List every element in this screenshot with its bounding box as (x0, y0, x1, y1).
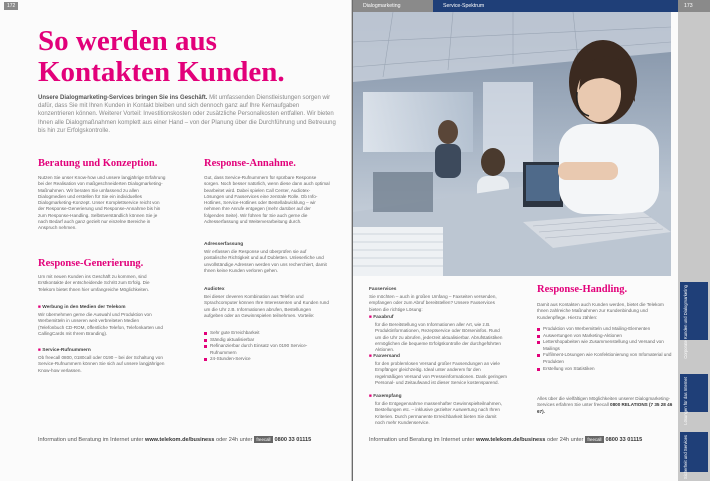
sidebar-item-sicherheit[interactable] (680, 432, 708, 479)
text-faxversand: für den problemlosen Versand großer Faxsendungen an viele Empfänger gleichzeitig. Ideal unter anderem für den regelmäßigen Versand von Presseinformationen. Dank geringem Personal- und Zeitaufwand ist dieser Service kostensparend. (375, 361, 508, 385)
left-page (0, 0, 352, 481)
sub-faxempfang-label: Faxempfang (373, 394, 402, 399)
section-tabs (353, 0, 710, 12)
sidebar-item-label: Corporate Kunden und Dialogmarketing (683, 285, 688, 359)
sub-faxempfang: ■ Faxempfang (369, 394, 402, 399)
freecall-badge: freecall (256, 437, 271, 442)
sub-werbung-label: Werbung in den Medien der Telekom (42, 305, 126, 310)
sidebar-item-internet[interactable] (680, 374, 708, 425)
list-item: Erstellung von Statistiken (537, 366, 673, 373)
sub-adresserfassung: Adresserfassung (204, 242, 244, 247)
outro-text: Alles über die vielfältigen Möglichkeiten unserer Dialogmarketing-Services erfahren Sie unter freecall (537, 396, 671, 408)
sub-faxabruf: ■ Faxabruf (369, 315, 394, 320)
footer (38, 436, 311, 443)
footer-text: Information und Beratung im Internet unter (38, 437, 145, 443)
text-service-rufnummern: Ob freecall 0800, 0180call oder 0190 – bei der Schaltung von Service-Rufnummern können Sie sich auf unsere langjährigen Know-how verlassen. (38, 355, 165, 373)
freecall-badge: freecall (587, 437, 602, 442)
sub-audiotex: Audiotex (204, 287, 225, 292)
audiotex-benefits-list (204, 330, 330, 363)
heading-response-annahme: Response-Annahme. (204, 158, 296, 169)
page-number: 173 (678, 0, 710, 12)
text-faxabruf: für die Bereitstellung von Informationen aller Art, wie z.B. Produktinformationen, Rezeptservice oder Börseninfos. Rund um die Uhr zu abrufen, jederzeit aktualisierbar. Abrufstatistiken ermöglichen die bequeme Erfolgskontrolle der durchgeführten Aktionen. (375, 322, 503, 353)
lead-bold: Unsere Dialogmarketing-Services bringen Sie ins Geschäft. (38, 95, 208, 101)
heading-response-handling: Response-Handling. (537, 284, 628, 295)
sidebar (678, 12, 710, 481)
list-item: Refinanzierbar durch Einsatz von 0190 Service-Rufnummern (204, 343, 330, 356)
right-page (353, 0, 710, 481)
footer-url-link[interactable]: www.telekom.de/business (475, 437, 546, 443)
footer-text: Information und Beratung im Internet unter (369, 437, 476, 443)
footer-text-2: oder 24h unter (214, 437, 253, 443)
list-item: Auswertungen von Marketing-Aktionen (537, 333, 673, 340)
text-adresserfassung: Wir erfassen die Response und überprüfen sie auf postalische Richtigkeit und auf Dubletten. Unleserliche und unvollständige Adressen werden von uns recherchiert, damit Ihnen keine Kunden verloren gehen. (204, 249, 327, 273)
lead-text: Mit umfassenden Dienstleistungen sorgen wir dafür, dass Sie mit Ihren Kunden in Kontakt bleiben und sich dennoch ganz auf Ihre Kernaufgaben konzentrieren können. Weiterer Vorteil: Investitionskosten oder zusätzliche Personalkosten entfallen. Wir bieten Ihnen alle Dialogmaßnahmen komplett aus einer Hand – von der Planung über die Durchführung und Betreuung bis hin zur Erfolgskontrolle. (38, 95, 336, 134)
text-faxservices: Sie möchten – auch in großen Umfang – Faxseiten versenden, empfangen oder zum Abruf bereitstellen? Unsere Faxservices bieten die richtige Lösung: (369, 294, 497, 312)
list-item: Ständig aktualisierbar (204, 337, 330, 344)
list-item: Lettershopabeiten wie Zusammenstellung und Versand von Mailings (537, 339, 673, 352)
list-item: Fulfilment-Lösungen wie Konfektionierung von Infomaterial und Produkten (537, 352, 673, 365)
list-item: Produktion von Werbemitteln und Mailing-Elementen (537, 326, 673, 333)
sub-service-rufnummern: ■ Service-Rufnummern (38, 348, 91, 353)
footer-phone: 0800 33 01115 (605, 437, 643, 443)
sidebar-item-label: Lösungen für das Internet (683, 377, 688, 425)
footer-url-link[interactable]: www.telekom.de/business (144, 437, 215, 443)
call-center-illustration (353, 12, 671, 276)
text-audiotex: Bei dieser cleveren Kombination aus Telefon und Sprachcomputer können Ihre Interessenten und Kunden rund um die Uhr z.B. Informationen abrufen, Bestellungen aufgeben oder an Gewinnspielen teilnehmen. Vorteile: (204, 294, 329, 318)
outro-phone: 0800 RELATIONS (7 35 28 46 67). (537, 402, 673, 414)
sidebar-item-label: Sicherheit und Services (683, 435, 688, 479)
sub-faxservices: Faxservices (369, 287, 397, 292)
lead-paragraph (38, 94, 336, 135)
sidebar-item-dialogmarketing[interactable] (680, 282, 708, 359)
footer-phone: 0800 33 01115 (274, 437, 312, 443)
list-item: 24-Stunden-Service (204, 356, 330, 363)
sub-faxversand: ■ Faxversand (369, 354, 400, 359)
sub-werbung: ■ Werbung in den Medien der Telekom (38, 305, 126, 310)
text-outro (537, 396, 673, 415)
list-item: Sehr gute Erreichbarkeit (204, 330, 330, 337)
heading-response-generierung: Response-Generierung. (38, 258, 144, 269)
response-handling-list (537, 326, 673, 372)
text-response-annahme: Gut, dass Service-Rufnummern für spürbare Response sorgen. Noch besser natürlich, wenn diese dann auch optimal bearbeitet wird. Dabei spielen Call Center, Audiotex-Lösungen und Faxservices eine zentrale Rolle. Ob Info-Hotlines, Service-Hotlines oder Bestellabwicklung – wir nehmen Ihre Anrufe entgegen (mehr darüber auf der folgenden Seite). Wir führen für Sie auch gerne die Adresserfassung und Weiterverarbeitung durch. (204, 175, 330, 225)
footer (369, 436, 642, 443)
call-center-photo (353, 12, 671, 276)
text-faxempfang: für die Entgegennahme massenhafter Gewinnspielteilnahmen, Bestellungen etc. – inklusive gezielter Auswertung nach Ihren Kriterien. Durch permanente Erreichbarkeit bieten Sie damit noch mehr Kundenservice. (375, 401, 502, 425)
footer-text-2: oder 24h unter (545, 437, 584, 443)
text-werbung: Wir übernehmen gerne die Auswahl und Produktion von Werbemitteln in unseren weit verbreiteten Medien (Telefonbuch CD-ROM, öffentliche Telefon, Telefonkarten und CallingCards mit Ihrem Branding). (38, 312, 163, 336)
sub-faxversand-label: Faxversand (373, 354, 400, 359)
page-title: So werden aus Kontakten Kunden. (38, 25, 285, 88)
tab-dialogmarketing: Dialogmarketing (353, 0, 433, 12)
text-beratung: Nutzen Sie unser Know-how und unsere langjährige Erfahrung bei der Realisation von maßgeschneiderten Dialogmarketing-Maßnahmen. Wir beraten Sie umfassend zu allen Dialogmedien und erstellen für Sie ein individuelles Dialogmarketing-Konzept. Unser Komplettservice reicht von der Response-Generierung und Response-Annahme bis hin zum Response-Handling. Selbstverständlich können Sie je nach Bedarf auch ganz gezielt nur einzelne Bereiche in Anspruch nehmen. (38, 175, 166, 231)
heading-beratung: Beratung und Konzeption. (38, 158, 158, 169)
sub-service-rufnummern-label: Service-Rufnummern (42, 348, 91, 353)
text-response-handling: Damit aus Kontakten auch Kunden werden, bietet die Telekom Ihnen zahlreiche Maßnahmen zur Kundenbindung und Kundenpflege. Hierzu zählen: (537, 302, 664, 320)
tab-service-spektrum: Service-Spektrum (433, 0, 678, 12)
sub-faxabruf-label: Faxabruf (373, 315, 394, 320)
page-number: 172 (4, 2, 18, 10)
text-response-generierung: Um mit neuen Kunden ins Geschäft zu kommen, sind Erstkontakte der entscheidende Schritt zum Erfolg. Die Telekom bietet Ihnen hier umfangreiche Möglichkeiten. (38, 274, 150, 292)
